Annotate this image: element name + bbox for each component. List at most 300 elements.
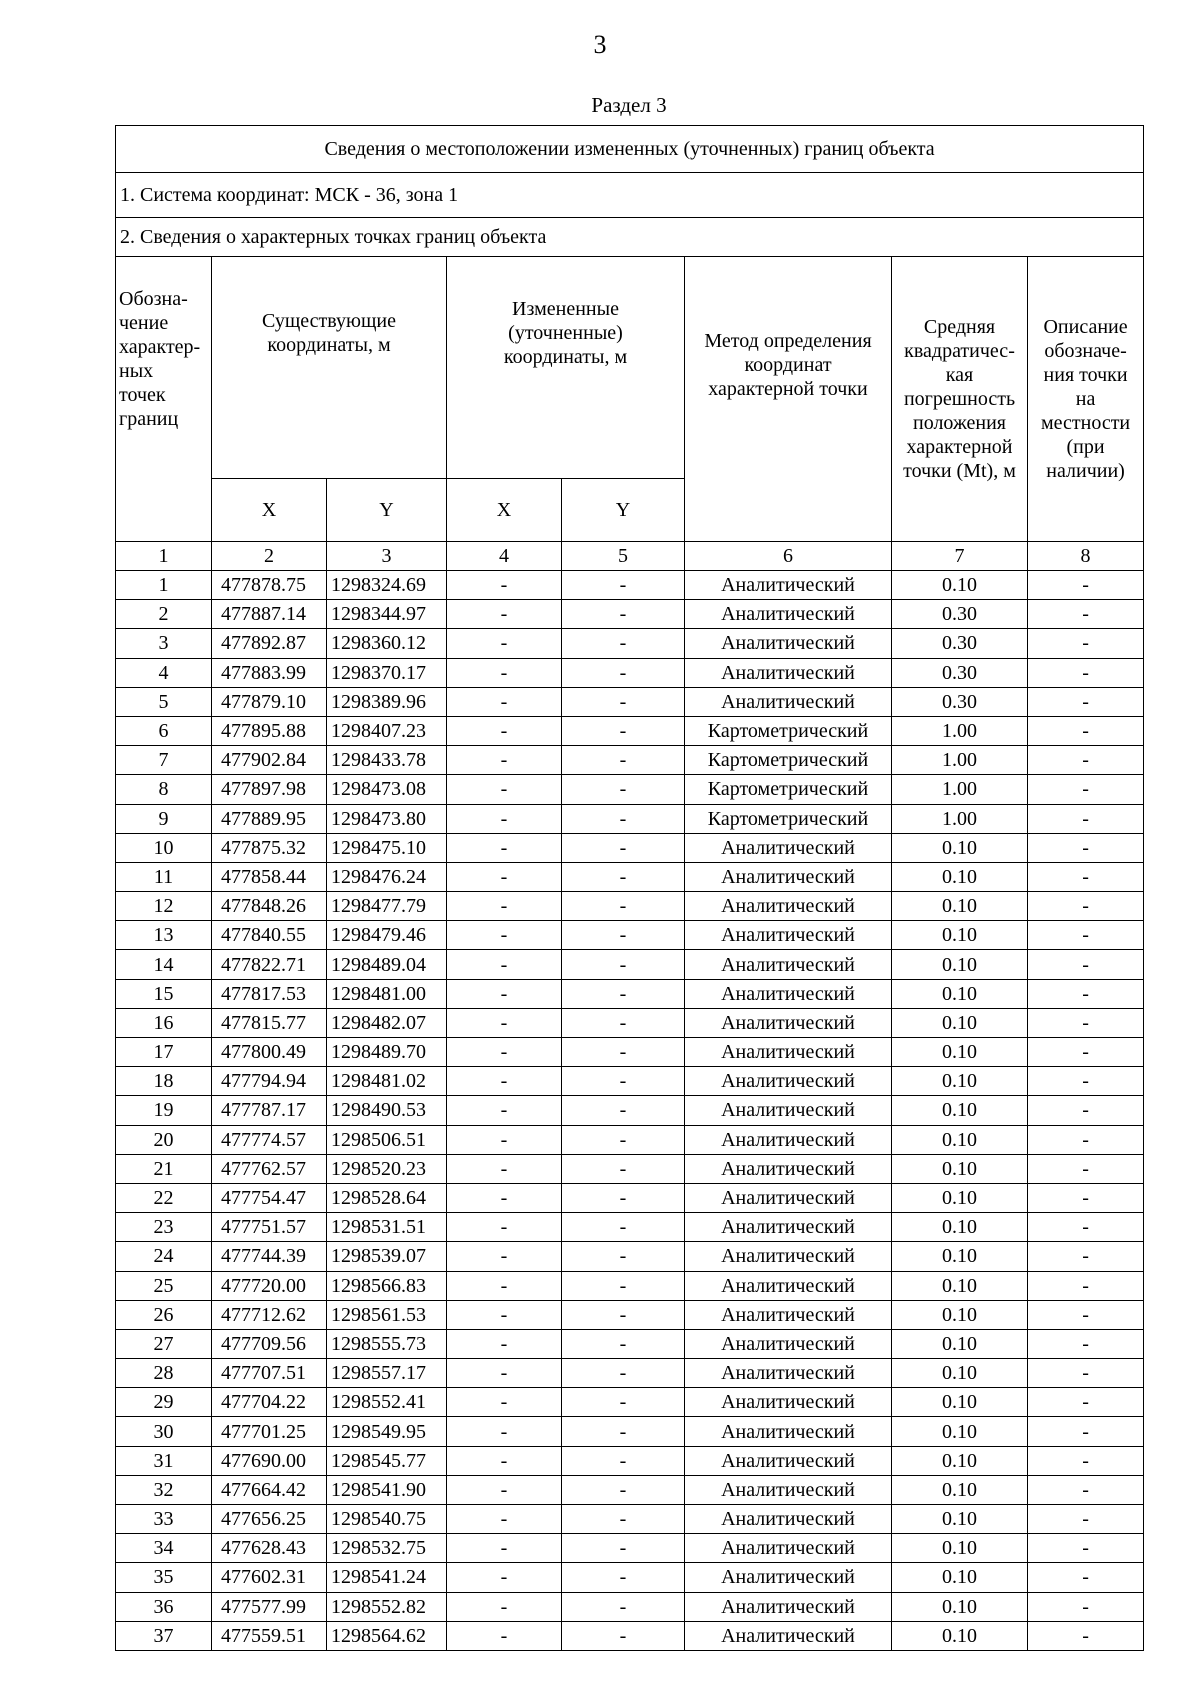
cell-error: 0.10 [892,1038,1028,1067]
cell-error: 0.10 [892,1242,1028,1271]
cell-existing-y: 1298520.23 [327,1154,447,1183]
cell-method: Аналитический [685,687,892,716]
cell-point-id: 29 [116,1388,212,1417]
table-row [116,1505,1144,1534]
column-number: 7 [892,542,1028,571]
cell-description: - [1028,1388,1144,1417]
cell-changed-y: - [562,1592,685,1621]
column-number: 8 [1028,542,1144,571]
cell-error: 0.10 [892,571,1028,600]
cell-error: 0.10 [892,1096,1028,1125]
cell-method: Аналитический [685,1621,892,1650]
table-row [116,1300,1144,1329]
table-row [116,862,1144,891]
header-existing-coords: Существующие координаты, м [212,257,447,479]
cell-changed-x: - [447,1242,562,1271]
table-row [116,746,1144,775]
cell-changed-x: - [447,1329,562,1358]
cell-description: - [1028,921,1144,950]
cell-method: Аналитический [685,600,892,629]
cell-existing-x: 477762.57 [212,1154,327,1183]
cell-existing-x: 477701.25 [212,1417,327,1446]
cell-point-id: 24 [116,1242,212,1271]
table-row [116,1446,1144,1475]
cell-method: Аналитический [685,629,892,658]
cell-error: 0.10 [892,1505,1028,1534]
cell-existing-x: 477628.43 [212,1534,327,1563]
cell-description: - [1028,833,1144,862]
table-row [116,1475,1144,1504]
cell-existing-y: 1298532.75 [327,1534,447,1563]
cell-description: - [1028,1300,1144,1329]
cell-description: - [1028,1475,1144,1504]
cell-error: 0.10 [892,1359,1028,1388]
cell-description: - [1028,1008,1144,1037]
cell-point-id: 5 [116,687,212,716]
header-designation: Обозна- чение характер- ных точек границ [116,257,212,542]
cell-existing-x: 477744.39 [212,1242,327,1271]
cell-description: - [1028,1183,1144,1212]
cell-existing-x: 477895.88 [212,716,327,745]
cell-point-id: 31 [116,1446,212,1475]
cell-error: 1.00 [892,746,1028,775]
cell-point-id: 30 [116,1417,212,1446]
cell-point-id: 34 [116,1534,212,1563]
cell-error: 0.10 [892,1067,1028,1096]
cell-existing-y: 1298490.53 [327,1096,447,1125]
cell-point-id: 11 [116,862,212,891]
cell-description: - [1028,1096,1144,1125]
cell-error: 0.10 [892,1592,1028,1621]
cell-changed-y: - [562,1329,685,1358]
table-row [116,1154,1144,1183]
cell-error: 0.10 [892,1008,1028,1037]
cell-method: Аналитический [685,1359,892,1388]
header-y-changed: Y [562,479,685,542]
cell-point-id: 3 [116,629,212,658]
cell-description: - [1028,1213,1144,1242]
cell-changed-y: - [562,1417,685,1446]
cell-method: Аналитический [685,658,892,687]
cell-changed-y: - [562,1300,685,1329]
cell-description: - [1028,1563,1144,1592]
cell-description: - [1028,1242,1144,1271]
cell-method: Аналитический [685,1388,892,1417]
cell-description: - [1028,600,1144,629]
cell-changed-y: - [562,1563,685,1592]
table-row [116,1183,1144,1212]
table-row [116,1388,1144,1417]
cell-existing-x: 477875.32 [212,833,327,862]
table-row [116,950,1144,979]
cell-existing-x: 477704.22 [212,1388,327,1417]
cell-description: - [1028,892,1144,921]
cell-existing-y: 1298473.80 [327,804,447,833]
cell-method: Картометрический [685,804,892,833]
cell-error: 0.30 [892,687,1028,716]
table-row [116,687,1144,716]
cell-point-id: 27 [116,1329,212,1358]
cell-description: - [1028,629,1144,658]
cell-error: 0.10 [892,979,1028,1008]
cell-point-id: 37 [116,1621,212,1650]
cell-description: - [1028,804,1144,833]
cell-method: Аналитический [685,1067,892,1096]
cell-changed-x: - [447,950,562,979]
cell-existing-y: 1298475.10 [327,833,447,862]
table-row [116,979,1144,1008]
cell-changed-y: - [562,775,685,804]
cell-error: 0.10 [892,862,1028,891]
cell-changed-x: - [447,1038,562,1067]
cell-method: Аналитический [685,892,892,921]
table-row [116,629,1144,658]
cell-existing-y: 1298324.69 [327,571,447,600]
cell-method: Аналитический [685,1417,892,1446]
cell-error: 1.00 [892,716,1028,745]
cell-existing-x: 477883.99 [212,658,327,687]
cell-existing-y: 1298489.04 [327,950,447,979]
cell-changed-x: - [447,658,562,687]
header-changed-coords: Измененные (уточненные) координаты, м [447,257,685,479]
cell-method: Аналитический [685,571,892,600]
cell-existing-x: 477787.17 [212,1096,327,1125]
cell-description: - [1028,1359,1144,1388]
cell-description: - [1028,1505,1144,1534]
cell-method: Аналитический [685,833,892,862]
header-x-changed: X [447,479,562,542]
cell-error: 0.10 [892,1621,1028,1650]
cell-changed-x: - [447,1505,562,1534]
cell-existing-x: 477817.53 [212,979,327,1008]
cell-description: - [1028,1621,1144,1650]
cell-existing-y: 1298549.95 [327,1417,447,1446]
header-method: Метод определения координат характерной точки [685,257,892,542]
cell-existing-y: 1298433.78 [327,746,447,775]
table-row [116,1563,1144,1592]
cell-existing-x: 477707.51 [212,1359,327,1388]
cell-method: Картометрический [685,746,892,775]
cell-changed-y: - [562,1067,685,1096]
cell-point-id: 25 [116,1271,212,1300]
cell-existing-x: 477709.56 [212,1329,327,1358]
cell-method: Аналитический [685,1592,892,1621]
cell-method: Аналитический [685,1213,892,1242]
cell-changed-y: - [562,600,685,629]
cell-existing-y: 1298370.17 [327,658,447,687]
cell-error: 0.10 [892,833,1028,862]
cell-method: Аналитический [685,1008,892,1037]
table-row [116,1621,1144,1650]
boundary-points-table [115,125,1144,1651]
cell-method: Аналитический [685,950,892,979]
cell-method: Аналитический [685,1329,892,1358]
cell-changed-x: - [447,1592,562,1621]
table-row [116,775,1144,804]
cell-changed-y: - [562,687,685,716]
cell-existing-x: 477840.55 [212,921,327,950]
cell-existing-y: 1298481.00 [327,979,447,1008]
cell-error: 0.10 [892,1563,1028,1592]
cell-changed-y: - [562,1038,685,1067]
cell-changed-y: - [562,1359,685,1388]
cell-changed-x: - [447,1417,562,1446]
cell-changed-x: - [447,746,562,775]
cell-changed-x: - [447,1563,562,1592]
cell-existing-x: 477690.00 [212,1446,327,1475]
cell-method: Аналитический [685,921,892,950]
cell-existing-y: 1298566.83 [327,1271,447,1300]
cell-changed-x: - [447,1125,562,1154]
cell-changed-y: - [562,921,685,950]
cell-changed-y: - [562,862,685,891]
cell-existing-x: 477794.94 [212,1067,327,1096]
cell-changed-x: - [447,1271,562,1300]
cell-existing-x: 477800.49 [212,1038,327,1067]
cell-changed-x: - [447,629,562,658]
cell-existing-x: 477720.00 [212,1271,327,1300]
cell-changed-y: - [562,1446,685,1475]
header-y-existing: Y [327,479,447,542]
cell-existing-y: 1298344.97 [327,600,447,629]
cell-changed-y: - [562,1534,685,1563]
cell-changed-y: - [562,1154,685,1183]
cell-point-id: 7 [116,746,212,775]
table-row [116,1067,1144,1096]
cell-existing-x: 477889.95 [212,804,327,833]
cell-changed-x: - [447,1388,562,1417]
cell-changed-y: - [562,979,685,1008]
cell-changed-x: - [447,1183,562,1212]
cell-error: 1.00 [892,804,1028,833]
cell-description: - [1028,979,1144,1008]
cell-existing-x: 477822.71 [212,950,327,979]
cell-error: 0.10 [892,1271,1028,1300]
cell-method: Аналитический [685,1505,892,1534]
cell-existing-y: 1298476.24 [327,862,447,891]
cell-point-id: 6 [116,716,212,745]
column-number: 1 [116,542,212,571]
cell-point-id: 12 [116,892,212,921]
cell-description: - [1028,1271,1144,1300]
header-description: Описание обозначе- ния точки на местности (при наличии) [1028,257,1144,542]
cell-changed-x: - [447,716,562,745]
cell-point-id: 8 [116,775,212,804]
cell-method: Аналитический [685,1125,892,1154]
page-number: 3 [593,30,607,59]
column-number: 6 [685,542,892,571]
cell-existing-y: 1298407.23 [327,716,447,745]
cell-existing-x: 477559.51 [212,1621,327,1650]
cell-existing-y: 1298479.46 [327,921,447,950]
cell-method: Аналитический [685,1242,892,1271]
cell-error: 0.30 [892,658,1028,687]
cell-point-id: 15 [116,979,212,1008]
cell-method: Аналитический [685,1183,892,1212]
cell-changed-y: - [562,950,685,979]
cell-changed-y: - [562,1271,685,1300]
cell-changed-x: - [447,1446,562,1475]
cell-changed-y: - [562,804,685,833]
cell-method: Аналитический [685,1475,892,1504]
cell-existing-y: 1298531.51 [327,1213,447,1242]
cell-point-id: 10 [116,833,212,862]
table-row [116,1008,1144,1037]
cell-existing-x: 477887.14 [212,600,327,629]
cell-changed-x: - [447,921,562,950]
section-label: Раздел 3 [591,93,667,117]
cell-error: 0.10 [892,950,1028,979]
cell-existing-y: 1298481.02 [327,1067,447,1096]
cell-changed-y: - [562,1475,685,1504]
table-row [116,716,1144,745]
cell-changed-x: - [447,1154,562,1183]
cell-point-id: 19 [116,1096,212,1125]
cell-method: Аналитический [685,862,892,891]
cell-point-id: 22 [116,1183,212,1212]
cell-changed-x: - [447,571,562,600]
cell-existing-x: 477751.57 [212,1213,327,1242]
cell-point-id: 23 [116,1213,212,1242]
cell-existing-y: 1298552.82 [327,1592,447,1621]
cell-changed-x: - [447,1359,562,1388]
cell-point-id: 18 [116,1067,212,1096]
cell-changed-y: - [562,1388,685,1417]
cell-error: 0.10 [892,1329,1028,1358]
table-row [116,804,1144,833]
cell-existing-y: 1298539.07 [327,1242,447,1271]
cell-existing-x: 477858.44 [212,862,327,891]
cell-description: - [1028,1592,1144,1621]
cell-error: 0.30 [892,600,1028,629]
cell-error: 0.10 [892,1475,1028,1504]
cell-error: 0.10 [892,892,1028,921]
cell-error: 0.10 [892,1300,1028,1329]
cell-changed-x: - [447,1213,562,1242]
cell-changed-x: - [447,1096,562,1125]
header-x-existing: X [212,479,327,542]
table-row [116,1534,1144,1563]
cell-existing-x: 477664.42 [212,1475,327,1504]
cell-existing-x: 477848.26 [212,892,327,921]
cell-changed-y: - [562,1008,685,1037]
table-row [116,1125,1144,1154]
cell-error: 0.10 [892,1125,1028,1154]
column-numbers-row [116,542,1144,571]
cell-error: 0.10 [892,1446,1028,1475]
cell-method: Аналитический [685,1038,892,1067]
cell-existing-x: 477774.57 [212,1125,327,1154]
cell-existing-y: 1298360.12 [327,629,447,658]
cell-existing-y: 1298552.41 [327,1388,447,1417]
cell-point-id: 33 [116,1505,212,1534]
cell-point-id: 17 [116,1038,212,1067]
cell-existing-x: 477902.84 [212,746,327,775]
cell-description: - [1028,716,1144,745]
coord-system: 1. Система координат: МСК - 36, зона 1 [116,173,1144,218]
cell-changed-x: - [447,979,562,1008]
table-row [116,1329,1144,1358]
cell-existing-y: 1298564.62 [327,1621,447,1650]
cell-changed-y: - [562,658,685,687]
cell-description: - [1028,950,1144,979]
header-error: Средняя квадратичес- кая погрешность положения характерной точки (Mt), м [892,257,1028,542]
cell-changed-y: - [562,1621,685,1650]
cell-error: 0.10 [892,1534,1028,1563]
cell-method: Аналитический [685,1271,892,1300]
cell-existing-y: 1298473.08 [327,775,447,804]
table-row [116,1592,1144,1621]
points-heading: 2. Сведения о характерных точках границ объекта [116,218,1144,257]
cell-existing-y: 1298557.17 [327,1359,447,1388]
cell-point-id: 4 [116,658,212,687]
cell-existing-y: 1298389.96 [327,687,447,716]
cell-existing-y: 1298528.64 [327,1183,447,1212]
cell-changed-y: - [562,892,685,921]
cell-changed-x: - [447,1300,562,1329]
cell-method: Аналитический [685,1534,892,1563]
cell-description: - [1028,1417,1144,1446]
cell-changed-y: - [562,1242,685,1271]
cell-point-id: 14 [116,950,212,979]
cell-changed-x: - [447,687,562,716]
cell-changed-y: - [562,1125,685,1154]
table-row [116,1038,1144,1067]
table-row [116,600,1144,629]
cell-method: Картометрический [685,716,892,745]
cell-point-id: 13 [116,921,212,950]
cell-description: - [1028,746,1144,775]
table-row [116,921,1144,950]
cell-description: - [1028,1154,1144,1183]
cell-existing-y: 1298561.53 [327,1300,447,1329]
table-row [116,1417,1144,1446]
cell-existing-x: 477892.87 [212,629,327,658]
cell-point-id: 21 [116,1154,212,1183]
cell-existing-y: 1298555.73 [327,1329,447,1358]
cell-existing-y: 1298541.24 [327,1563,447,1592]
cell-existing-x: 477602.31 [212,1563,327,1592]
cell-changed-x: - [447,1008,562,1037]
cell-changed-y: - [562,629,685,658]
cell-existing-y: 1298506.51 [327,1125,447,1154]
table-row [116,571,1144,600]
column-number: 3 [327,542,447,571]
cell-point-id: 1 [116,571,212,600]
cell-method: Аналитический [685,1154,892,1183]
cell-changed-x: - [447,600,562,629]
cell-changed-y: - [562,1505,685,1534]
cell-description: - [1028,862,1144,891]
cell-changed-y: - [562,1096,685,1125]
cell-point-id: 26 [116,1300,212,1329]
cell-existing-y: 1298545.77 [327,1446,447,1475]
cell-existing-x: 477577.99 [212,1592,327,1621]
cell-error: 0.10 [892,921,1028,950]
cell-changed-x: - [447,1067,562,1096]
cell-changed-y: - [562,1183,685,1212]
cell-existing-x: 477815.77 [212,1008,327,1037]
column-number: 5 [562,542,685,571]
column-number: 2 [212,542,327,571]
cell-point-id: 35 [116,1563,212,1592]
table-row [116,1271,1144,1300]
cell-error: 0.10 [892,1183,1028,1212]
cell-point-id: 20 [116,1125,212,1154]
cell-point-id: 36 [116,1592,212,1621]
cell-error: 0.10 [892,1388,1028,1417]
cell-existing-x: 477878.75 [212,571,327,600]
